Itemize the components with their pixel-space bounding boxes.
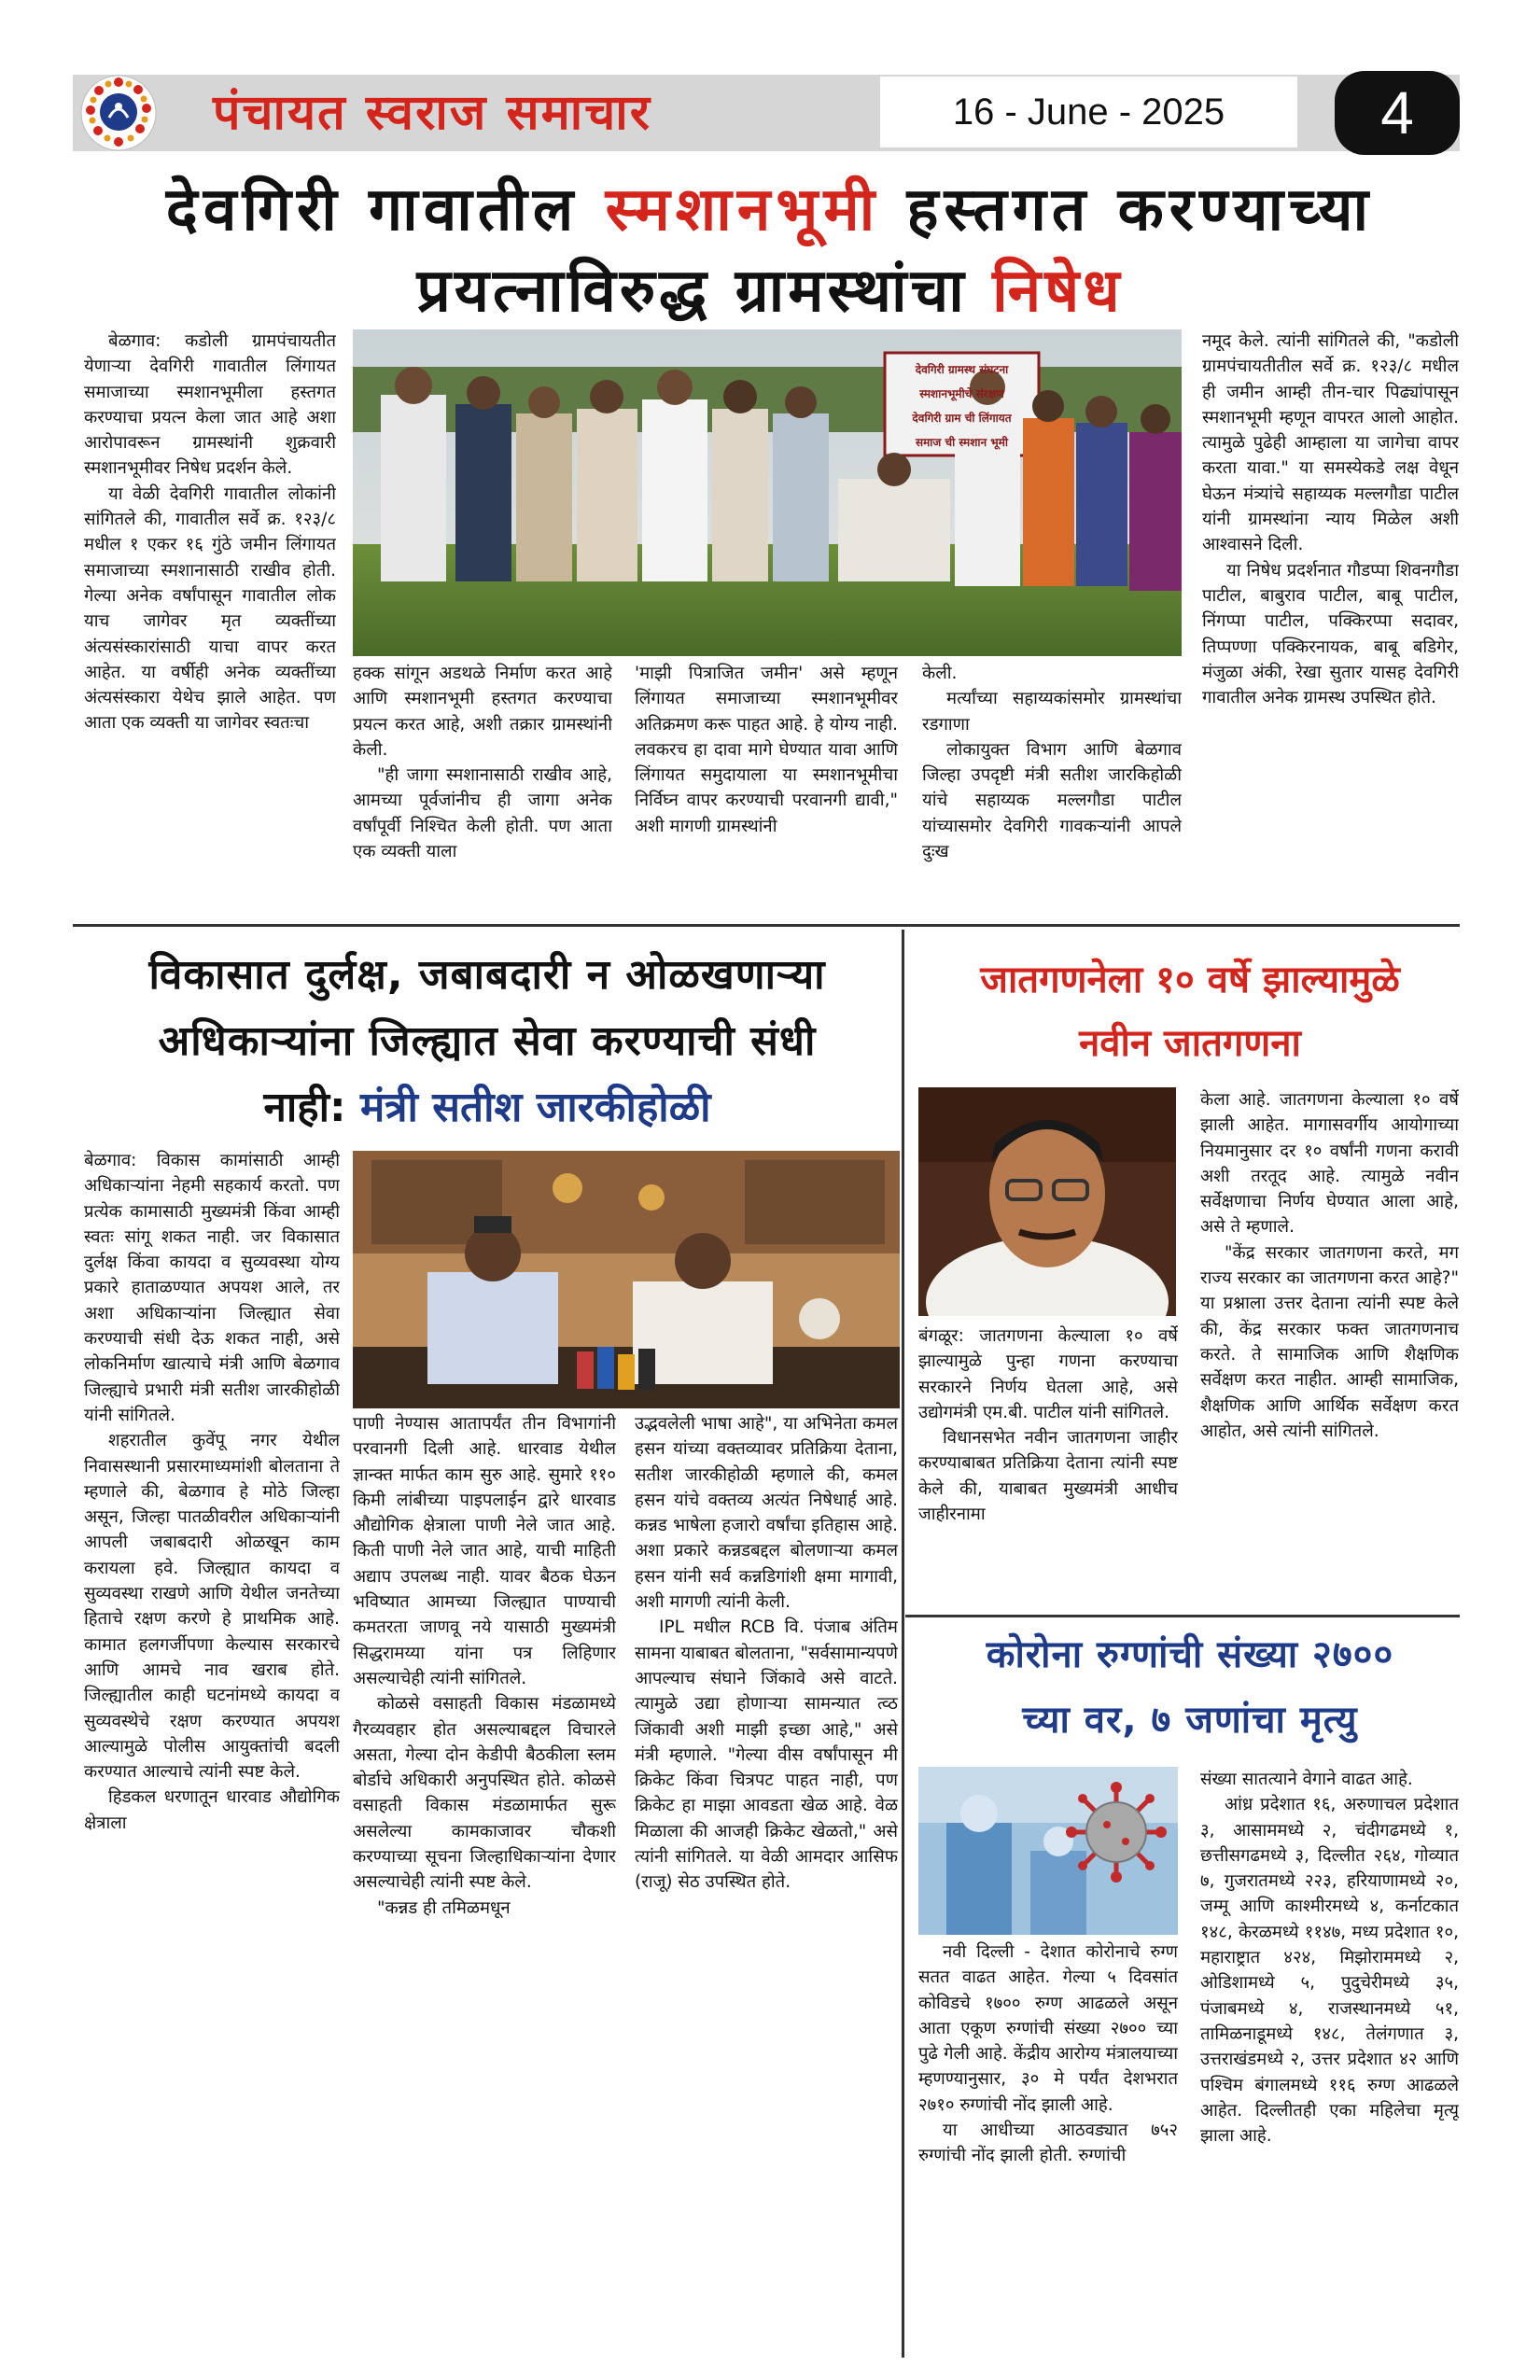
article4-column-1 <box>918 1939 1178 2358</box>
banner-line: स्मशानभूमीचे संरक्षण <box>919 387 1004 400</box>
paragraph: या निषेध प्रदर्शनात गौडप्पा शिवनगौडा पाटील, बाबुराव पाटील, बाबू पाटील, निंगप्पा पाटील, पक्किरप्पा सदावर, तिप्पण्णा पक्किरनायक, बाबू बडिगेर, मंजुळा अंकी, रेखा सुतार यासह देवगिरी गावातील अनेक ग्रामस्थ उपस्थित होते. <box>1202 560 1459 708</box>
paper-logo-icon <box>78 71 159 155</box>
paragraph: विधानसभेत नवीन जातगणना जाहीर करण्याबाबत प्रतिक्रिया देताना त्यांनी स्पष्ट केले की, याबाबत मुख्यमंत्री आधीच जाहीरनामा <box>918 1428 1178 1525</box>
banner-line: देवगिरी ग्राम ची लिंगायत <box>912 412 1012 425</box>
article3-headline-line1: जातगणनेला १० वर्षे झाल्यामुळे <box>980 959 1400 1001</box>
subheading: मर्त्यांच्या सहाय्यकांसमोर ग्रामस्थांचा रडगाणा <box>922 689 1182 735</box>
paragraph: कोळसे वसाहती विकास मंडळामध्ये गैरव्यवहार होत असल्याबद्दल विचारले असता, गेल्या दोन केडीपी बैठकीला स्लम बोर्डाचे अधिकारी अनुपस्थित होते. कोळसे वसाहती विकास मंडळामार्फत सुरू असलेल्या कामकाजावर चौकशी करण्याच्या सूचना जिल्हाधिकाऱ्यांना देणार असल्याचेही त्यांनी स्पष्ट केले. <box>353 1694 616 1893</box>
article4-column-2 <box>1200 1767 1459 2358</box>
article2-column-3 <box>635 1411 898 2358</box>
section-divider <box>905 1615 1460 1617</box>
paragraph: या वेळी देवगिरी गावातील लोकांनी सांगितले की, गावातील सर्वे क्र. १२३/८ मधील १ एकर १६ गुंठे जमीन लिंगायत समाजाच्या स्मशानासाठी राखीव होती. गेल्या अनेक वर्षांपासून गावातील लोक याच जागेवर मृत व्यक्तींच्या अंत्यसंस्कारांसाठी याचा वापर करत आहेत. या वर्षीही अनेक व्यक्तींच्या अंत्यसंस्कारा येथेच झाले आहेत. पण आता एक व्यक्ती या जागेवर स्वतःचा <box>84 483 336 734</box>
paragraph: संख्या सातत्याने वेगाने वाढत आहे. <box>1200 1770 1413 1789</box>
banner-line: देवगिरी ग्रामस्थ संघटना <box>915 363 1009 376</box>
article2-headline-line2: अधिकाऱ्यांना जिल्ह्यात सेवा करण्याची संधी <box>158 1017 817 1065</box>
headline-text: नाही: <box>263 1084 360 1131</box>
headline-highlight: निषेध <box>992 256 1124 326</box>
paragraph: नवी दिल्ली - देशात कोरोनाचे रुग्ण सतत वाढत आहेत. गेल्या ५ दिवसांत कोविडचे १७०० रुग्ण आढळले असून आता एकूण रुग्णांची संख्या २७०० च्या पुढे गेली आहे. केंद्रीय आरोग्य मंत्रालयाच्या म्हणण्यानुसार, ३० मे पर्यंत देशभरात २७१० रुग्णांची नोंद झाली आहे. <box>918 1942 1178 2115</box>
paragraph: शहरातील कुवेंपू नगर येथील निवासस्थानी प्रसारमाध्यमांशी बोलताना ते म्हणाले की, बेळगाव हे मोठे जिल्हा असून, जिल्हा पातळीवरील अधिकाऱ्यांनी आपली जबाबदारी ओळखून काम करायला हवे. जिल्ह्यात कायदा व सुव्यवस्था राखणे आणि येथील जनतेच्या हिताचे रक्षण करणे हे प्राथमिक आहे. कामात हलगर्जीपणा केल्यास सरकारचे आणि आमचे नाव खराब होते. जिल्ह्यातील काही घटनांमध्ये कायदा व सुव्यवस्थेचे रक्षण करण्यात अपयश आल्यामुळे पोलीस आयुक्तांची बदली करण्यात आल्याचे त्यांनी स्पष्ट केले. <box>84 1431 340 1783</box>
article3-column-1 <box>918 1323 1178 1609</box>
covid-virus-photo <box>918 1767 1178 1935</box>
paragraph: केला आहे. जातगणना केल्याला १० वर्षे झाली आहेत. मागासवर्गीय आयोगाच्या नियमानुसार दर १० वर्षांनी गणना करावी अशी तरतूद आहे. त्यामुळे नवीन सर्वेक्षणाचा निर्णय घेण्यात आला आहे, असे ते म्हणाले. <box>1200 1090 1459 1238</box>
paragraph: "कन्नड ही तमिळमधून <box>377 1897 511 1918</box>
page-number: 4 <box>1335 71 1460 155</box>
article1-headline-line1 <box>65 168 1475 252</box>
paragraph: या आधीच्या आठवड्यात ७५२ रुग्णांची नोंद झाली होती. रुग्णांची <box>918 2121 1178 2166</box>
banner-line: समाज ची स्मशान भूमी <box>915 436 1009 449</box>
article4-headline-line1: कोरोना रुग्णांची संख्या २७०० <box>986 1633 1394 1676</box>
minister-press-photo <box>353 1151 900 1408</box>
mb-patil-portrait <box>918 1087 1176 1316</box>
article3-column-2 <box>1200 1087 1459 1609</box>
paragraph: केली. <box>922 664 958 683</box>
paragraph: पाणी नेण्यास आतापर्यंत तीन विभागांनी परवानगी दिली आहे. धारवाड येथील ज्ञान्क्त मार्फत काम सुरु आहे. सुमारे ११० किमी लांबीच्या पाइपलाईन द्वारे धारवाड औद्योगिक क्षेत्राला पाणी नेले जात आहे. किती पाणी नेले जात आहे, याची माहिती अद्याप उपलब्ध नाही. यावर बैठक घेऊन भविष्यात आमच्या जिल्ह्यात पाण्याची कमतरता जाणवू नये यासाठी मुख्यमंत्री सिद्धरामय्या यांना पत्र लिहिणार असल्याचेही त्यांनी सांगितले. <box>353 1414 616 1688</box>
column-divider <box>902 930 904 2358</box>
paragraph: हक्क सांगून अडथळे निर्माण करत आहे आणि स्मशानभूमी हस्तगत करण्याचा प्रयत्न करत आहे, अशी तक्रार ग्रामस्थांनी केली. <box>353 664 612 760</box>
article1-headline-line2 <box>65 252 1475 330</box>
section-divider <box>73 924 1460 927</box>
article1-column-3 <box>635 661 898 915</box>
headline-text: हस्तगत करण्याच्या <box>880 175 1375 245</box>
article1-column-4 <box>922 661 1182 915</box>
paragraph: बेळगाव: कडोली ग्रामपंचायतीत येणाऱ्या देवगिरी गावातील लिंगायत समाजाच्या स्मशानभूमीला हस्तगत करण्याचा प्रयत्न केला जात आहे अशा आरोपावरून ग्रामस्थांनी शुक्रवारी स्मशानभूमीवर निषेध प्रदर्शन केले. <box>84 331 336 479</box>
article4-headline-line2: च्या वर, ७ जणांचा मृत्यु <box>1022 1699 1358 1742</box>
paragraph: हिडकल धरणातून धारवाड औद्योगिक क्षेत्राला <box>84 1787 340 1833</box>
article2-headline-line1: विकासात दुर्लक्ष, जबाबदारी न ओळखणाऱ्या <box>148 951 826 999</box>
paragraph: उद्भवलेली भाषा आहे", या अभिनेता कमल हसन यांच्या वक्तव्यावर प्रतिक्रिया देताना, सतीश जारकीहोळी म्हणाले की, कमल हसन यांचे वक्तव्य अत्यंत निषेधार्ह आहे. कन्नड भाषेला हजारो वर्षांचा इतिहास आहे. अशा प्रकारे कन्नडबद्दल बोलणाऱ्या कमल हसन यांनी सर्व कन्नडिगांशी क्षमा मागावी, अशी मागणी त्यांनी केली. <box>635 1414 898 1613</box>
paragraph: बेळगाव: विकास कामांसाठी आम्ही अधिकाऱ्यांना नेहमी सहकार्य करतो. पण प्रत्येक कामासाठी मुख्यमंत्री किंवा आम्ही स्वतः सांगू शकत नाही. जर विकासात दुर्लक्ष किंवा कायदा व सुव्यवस्था योग्य प्रकारे हाताळण्यात अपयश आले, तर अशा अधिकाऱ्यांना जिल्ह्यात सेवा करण्याची संधी देऊ शकत नाही, असे लोकनिर्माण खात्याचे मंत्री आणि बेळगाव जिल्ह्याचे प्रभारी मंत्री सतीश जारकीहोळी यांनी सांगितले. <box>84 1151 340 1425</box>
article1-column-5 <box>1202 329 1459 915</box>
paragraph: IPL मधील RCB वि. पंजाब अंतिम सामना याबाबत बोलताना, "सर्वसामान्यपणे आपल्याच संघाने जिंकावे असे वाटते. त्यामुळे उद्या होणाऱ्या सामन्यात त्व्ठ जिंकावी अशी माझी इच्छा आहे," असे मंत्री म्हणाले. "गेल्या वीस वर्षांपासून मी क्रिकेट किंवा चित्रपट पाहत नाही, पण क्रिकेट हा माझा आवडता खेळ आहे. वेळ मिळाला की आजही क्रिकेट खेळतो," असे त्यांनी सांगितले. या वेळी आमदार आसिफ (राजू) सेठ उपस्थित होते. <box>635 1617 898 1893</box>
protest-photo <box>353 329 1182 656</box>
paragraph: "केंद्र सरकार जातगणना करते, मग राज्य सरकार का जातगणना करत आहे?" या प्रश्नाला उत्तर देताना त्यांनी स्पष्ट केले की, केंद्र सरकार फक्त जातगणनाच करते. ते सामाजिक आणि शैक्षणिक सर्वेक्षण करत नाहीत. आम्ही सामाजिक, शैक्षणिक आणि आर्थिक सर्वेक्षण करत आहोत, असे त्यांनी सांगितले. <box>1200 1242 1459 1441</box>
headline-highlight: स्मशानभूमी <box>605 175 881 245</box>
issue-date: 16 - June - 2025 <box>880 77 1297 147</box>
article2-column-2 <box>353 1411 616 2358</box>
article3-headline-line2: नवीन जातगणना <box>1079 1022 1301 1065</box>
headline-text: देवगिरी गावातील <box>165 175 606 245</box>
article2-column-1 <box>84 1148 340 2358</box>
paper-title: पंचायत स्वराज समाचार <box>213 84 651 141</box>
article1-column-2 <box>353 661 612 915</box>
paragraph: 'माझी पित्राजित जमीन' असे म्हणून लिंगायत समाजाच्या स्मशानभूमीवर अतिक्रमण करू पाहत आहे. हे योग्य नाही. लवकरच हा दावा मागे घेण्यात यावा आणि लिंगायत समुदायाला या स्मशानभूमीचा निर्विघ्न वापर करण्याची परवानगी द्यावी," अशी मागणी ग्रामस्थांनी <box>635 664 898 836</box>
paragraph: लोकायुक्त विभाग आणि बेळगाव जिल्हा उपदृष्टी मंत्री सतीश जारकिहोळी यांचे सहाय्यक मल्लगौडा पाटील यांच्यासमोर देवगिरी गावकऱ्यांनी आपले दुःख <box>922 739 1182 862</box>
headline-highlight: मंत्री सतीश जारकीहोळी <box>359 1084 711 1131</box>
paragraph: आंध्र प्रदेशात १६, अरुणाचल प्रदेशात ३, आसाममध्ये २, चंदीगढमध्ये १, छत्तीसगढमध्ये ३, दिल्लीत २६४, गोव्यात ७, गुजरातमध्ये २२३, हरियाणामध्ये २०, जम्मू आणि काश्मीरमध्ये ४, कर्नाटकात १४८, केरळमध्ये ११४७, मध्य प्रदेशात १०, महाराष्ट्रात ४२४, मिझोराममध्ये २, ओडिशामध्ये ५, पुदुचेरीमध्ये ३५, पंजाबमध्ये ४, राजस्थानमध्ये ५१, तामिळनाडूमध्ये १४८, तेलंगणात ३, उत्तराखंडमध्ये २, उत्तर प्रदेशात ४२ आणि पश्चिम बंगालमध्ये ११६ रुग्ण आढळले आहेत. दिल्लीतही एका महिलेचा मृत्यू झाला आहे. <box>1200 1795 1459 2147</box>
article2-headline-line3 <box>67 1075 907 1141</box>
paragraph: नमूद केले. त्यांनी सांगितले की, "कडोली ग्रामपंचायतीतील सर्वे क्र. १२३/८ मधील ही जमीन आम्ही तीन-चार पिढ्यांपासून स्मशानभूमी म्हणून वापरत आलो आहोत. त्यामुळे पुढेही आम्हाला या जागेचा वापर करता यावा." या समस्येकडे लक्ष वेधून घेऊन मंत्र्यांचे सहाय्यक मल्लगौडा पाटील यांनी ग्रामस्थांना न्याय मिळेल अशी आश्वासने दिली. <box>1202 331 1459 555</box>
article1-column-1 <box>84 329 336 915</box>
protest-banner <box>889 357 1034 455</box>
masthead <box>73 71 1460 155</box>
paragraph: "ही जागा स्मशानासाठी राखीव आहे, आमच्या पूर्वजांनीच ही जागा अनेक वर्षांपूर्वी निश्चित केली होती. पण आता एक व्यक्ती याला <box>353 765 612 862</box>
paragraph: बंगळूर: जातगणना केल्याला १० वर्षे झाल्यामुळे पुन्हा गणना करण्याचा सरकारने निर्णय घेतला आहे, असे उद्योगमंत्री एम.बी. पाटील यांनी सांगितले. <box>918 1326 1178 1422</box>
headline-text: प्रयत्नाविरुद्ध ग्रामस्थांचा <box>416 256 993 326</box>
